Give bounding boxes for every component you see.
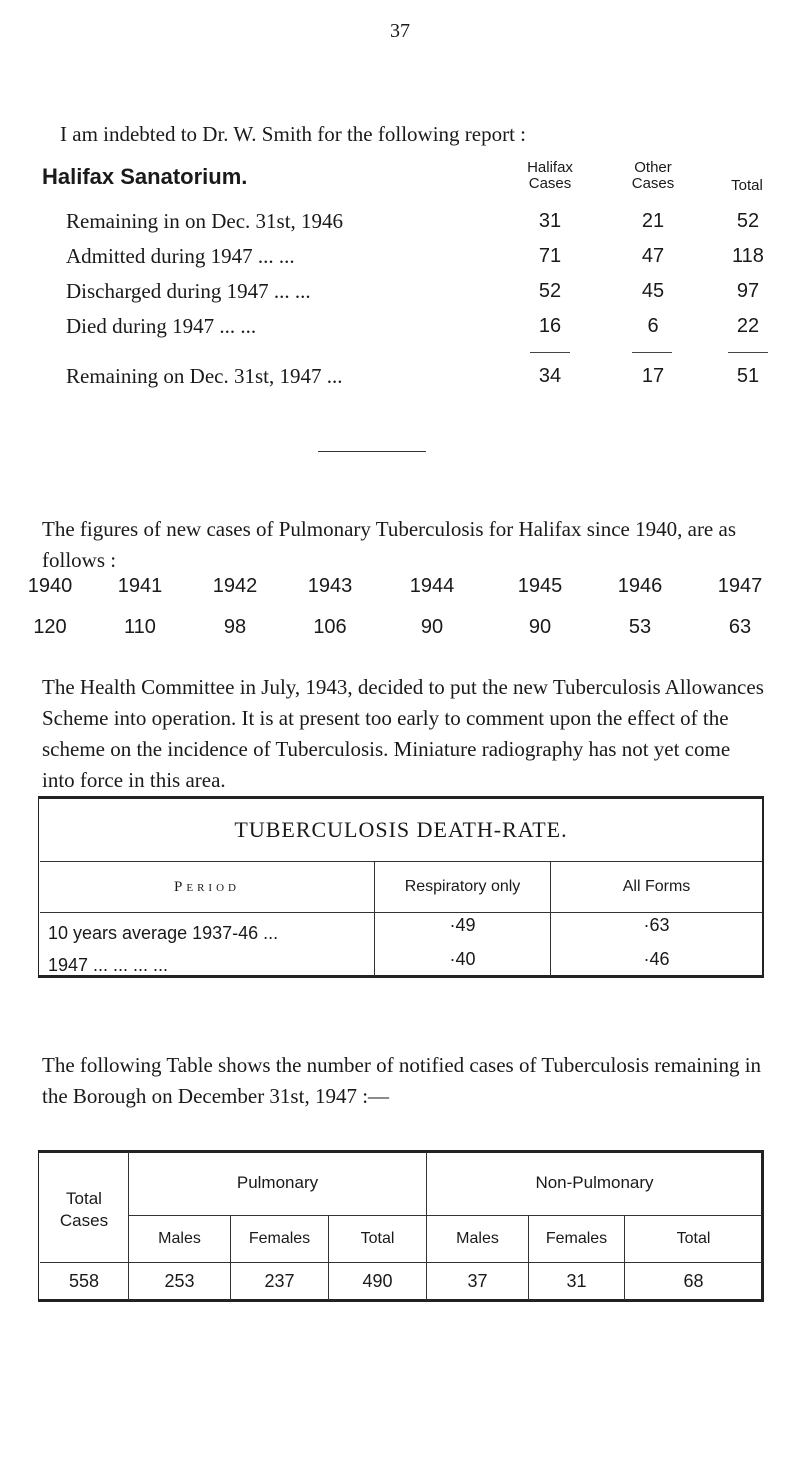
- sub-header: Females: [248, 1230, 311, 1247]
- case-count: 63: [728, 616, 752, 638]
- sanatorium-halifax-value: 52: [538, 280, 562, 302]
- year-label: 1940: [27, 575, 73, 597]
- sanatorium-other-value: 6: [647, 315, 659, 337]
- case-count: 120: [33, 616, 67, 638]
- sub-header: Total: [676, 1230, 711, 1247]
- sanatorium-row-label: Discharged during 1947 ... ...: [66, 279, 311, 303]
- sanatorium-title: Halifax Sanatorium.: [42, 164, 248, 189]
- col-total: Total: [731, 177, 763, 194]
- all-forms-cell: ·46: [643, 948, 670, 969]
- sum-rule: [530, 352, 570, 353]
- sanatorium-total-value: 52: [736, 210, 760, 232]
- sanatorium-row-label: Admitted during 1947 ... ...: [66, 244, 295, 268]
- period-cell: 1947 ... ... ... ...: [48, 955, 169, 975]
- sanatorium-total-value: 51: [736, 365, 760, 387]
- sanatorium-row-label: Died during 1947 ... ...: [66, 314, 257, 338]
- year-label: 1943: [307, 575, 353, 597]
- case-count: 98: [223, 616, 247, 638]
- sanatorium-total-value: 118: [732, 245, 764, 267]
- case-count: 90: [420, 616, 444, 638]
- case-count: 53: [628, 616, 652, 638]
- pulmonary-males-value: 253: [164, 1270, 195, 1291]
- col-halifax-line1: Halifax: [527, 159, 573, 176]
- respiratory-header: Respiratory only: [404, 878, 521, 895]
- sanatorium-halifax-value: 71: [538, 245, 562, 267]
- sub-header: Males: [158, 1230, 201, 1247]
- year-label: 1946: [617, 575, 663, 597]
- non-pulmonary-header: Non-Pulmonary: [535, 1172, 654, 1192]
- year-label: 1944: [409, 575, 455, 597]
- death-rate-title: TUBERCULOSIS DEATH-RATE.: [234, 817, 568, 842]
- year-label: 1947: [717, 575, 763, 597]
- period-cell: 10 years average 1937-46 ...: [48, 923, 279, 943]
- year-label: 1942: [212, 575, 258, 597]
- year-label: 1945: [517, 575, 563, 597]
- case-count: 90: [528, 616, 552, 638]
- sanatorium-row-label: Remaining in on Dec. 31st, 1946: [66, 209, 344, 233]
- notified-intro: The following Table shows the number of notified cases of Tuberculosis remaining in the Borough on December 31st, 1947 :—: [42, 1053, 762, 1108]
- non-pulmonary-total-value: 68: [683, 1270, 704, 1291]
- year-label: 1941: [117, 575, 163, 597]
- respiratory-cell: ·49: [449, 914, 476, 935]
- total-cases-value: 558: [68, 1270, 100, 1291]
- pulmonary-females-value: 237: [264, 1270, 295, 1291]
- sanatorium-halifax-value: 34: [538, 365, 562, 387]
- sub-header: Males: [456, 1230, 499, 1247]
- sub-header: Total: [360, 1230, 395, 1247]
- sanatorium-row-label: Remaining on Dec. 31st, 1947 ...: [66, 364, 343, 388]
- sanatorium-other-value: 47: [641, 245, 665, 267]
- all-forms-cell: ·63: [643, 914, 670, 935]
- pulmonary-total-value: 490: [362, 1270, 393, 1291]
- non-pulmonary-males-value: 37: [467, 1270, 488, 1291]
- health-committee-paragraph: The Health Committee in July, 1943, decided to put the new Tuberculosis Allowances Scheme into operation. It is at present too early to comment upon the effect of the scheme on the incidence of Tuberculosis. Miniature radiography has not yet come into force in this area.: [42, 675, 764, 792]
- col-halifax-line2: Cases: [528, 175, 572, 192]
- sanatorium-other-value: 21: [641, 210, 665, 232]
- case-count: 110: [124, 616, 156, 638]
- col-other-line1: Other: [634, 159, 672, 176]
- sanatorium-halifax-value: 16: [538, 315, 562, 337]
- pulmonary-header: Pulmonary: [236, 1172, 319, 1192]
- sanatorium-other-value: 17: [641, 365, 665, 387]
- sub-header: Females: [545, 1230, 608, 1247]
- col-other-line2: Cases: [631, 175, 675, 192]
- page-number: 37: [390, 20, 410, 42]
- intro-text: I am indebted to Dr. W. Smith for the following report :: [60, 122, 527, 146]
- respiratory-cell: ·40: [449, 948, 476, 969]
- pulmonary-intro: The figures of new cases of Pulmonary Tuberculosis for Halifax since 1940, are as follows :: [42, 517, 736, 572]
- sanatorium-halifax-value: 31: [538, 210, 562, 232]
- sanatorium-total-value: 97: [736, 280, 760, 302]
- period-header: Period: [174, 878, 240, 895]
- section-divider: [318, 451, 426, 452]
- sanatorium-other-value: 45: [641, 280, 665, 302]
- sum-rule: [632, 352, 672, 353]
- sanatorium-total-value: 22: [736, 315, 760, 337]
- col-halifax-cases: [510, 160, 590, 192]
- sum-rule: [728, 352, 768, 353]
- col-other-cases: [613, 160, 693, 192]
- all-forms-header: All Forms: [622, 878, 691, 895]
- case-count: 106: [313, 616, 347, 638]
- total-cases-header: Total Cases: [59, 1189, 109, 1230]
- non-pulmonary-females-value: 31: [566, 1270, 587, 1291]
